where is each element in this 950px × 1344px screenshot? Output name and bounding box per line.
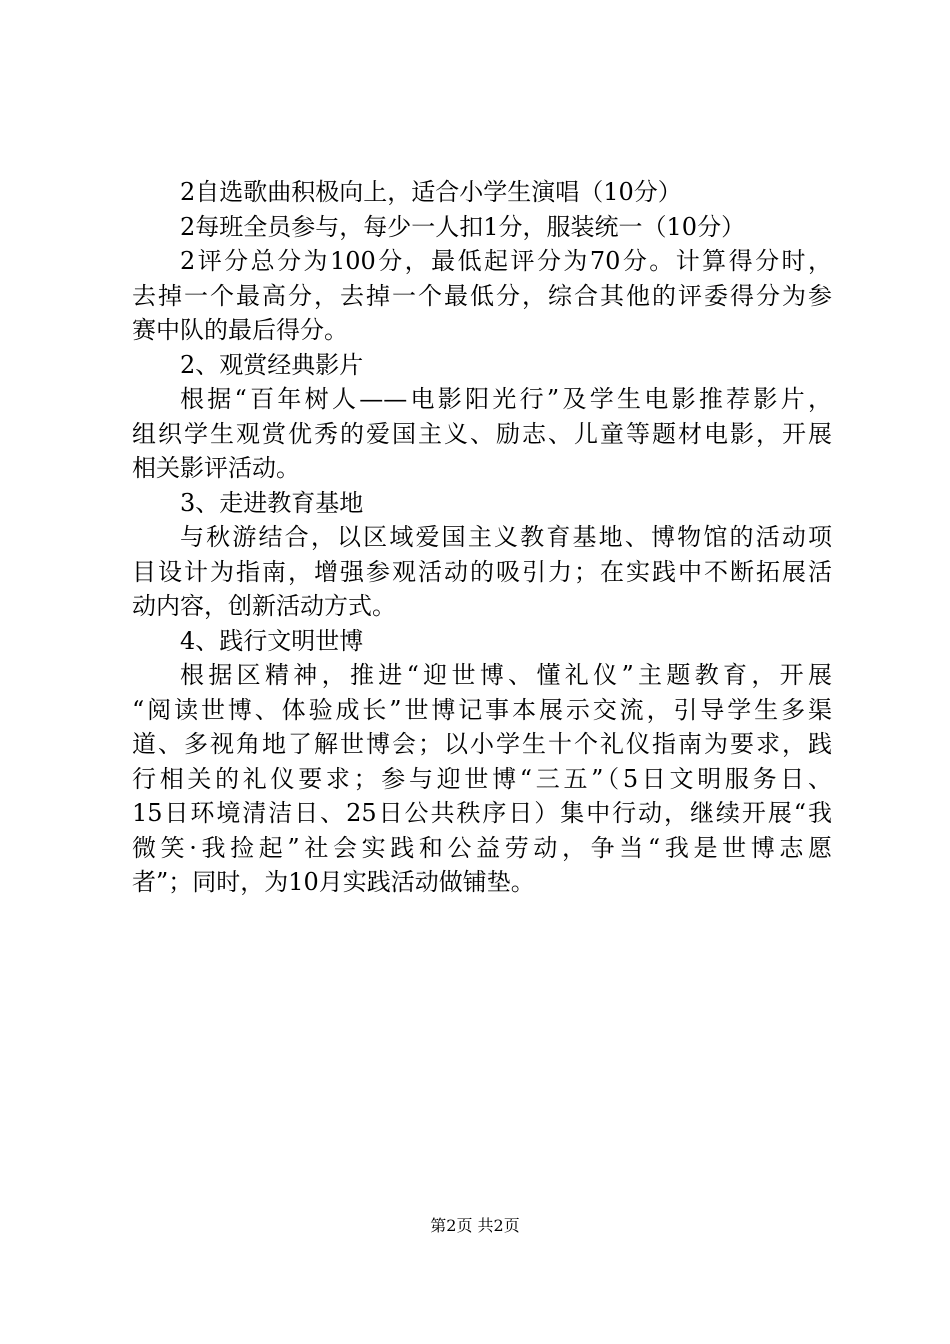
text-line: 4、践行文明世博 — [180, 626, 364, 655]
text-line: 相关影评活动。 — [132, 454, 300, 482]
text-line: 道、多视角地了解世博会；以小学生十个礼仪指南为要求，践 — [132, 730, 832, 758]
document-body — [132, 175, 832, 900]
text-line: 目设计为指南，增强参观活动的吸引力；在实践中不断拓展活 — [132, 557, 832, 586]
text-line: 与秋游结合，以区域爱国主义教育基地、博物馆的活动项 — [180, 523, 832, 551]
text-line: 组织学生观赏优秀的爱国主义、励志、儿童等题材电影，开展 — [132, 419, 832, 448]
text-line: 去掉一个最高分，去掉一个最低分，综合其他的评委得分为参 — [132, 281, 832, 310]
text-line: 赛中队的最后得分。 — [132, 316, 348, 344]
text-line: 2每班全员参与，每少一人扣1分，服装统一（10分） — [180, 212, 746, 241]
text-line: 行相关的礼仪要求；参与迎世博“三五”（5日文明服务日、 — [132, 764, 832, 793]
text-line: 动内容，创新活动方式。 — [132, 592, 396, 620]
text-line: 微笑·我捡起”社会实践和公益劳动，争当“我是世博志愿 — [132, 833, 832, 862]
text-line: 3、走进教育基地 — [180, 488, 364, 517]
text-line: 2评分总分为100分，最低起评分为70分。计算得分时， — [180, 247, 832, 275]
text-line: 15日环境清洁日、25日公共秩序日）集中行动，继续开展“我 — [132, 799, 832, 827]
text-line: 2、观赏经典影片 — [180, 350, 364, 379]
text-line: 2自选歌曲积极向上，适合小学生演唱（10分） — [180, 178, 682, 206]
page-footer: 第2页 共2页 — [430, 1216, 520, 1235]
text-line: “阅读世博、体验成长”世博记事本展示交流，引导学生多渠 — [132, 695, 832, 724]
text-line: 者”；同时，为10月实践活动做铺垫。 — [132, 868, 535, 896]
text-line: 根据区精神，推进“迎世博、懂礼仪”主题教育，开展 — [180, 661, 832, 689]
text-line: 根据“百年树人——电影阳光行”及学生电影推荐影片， — [180, 385, 832, 413]
